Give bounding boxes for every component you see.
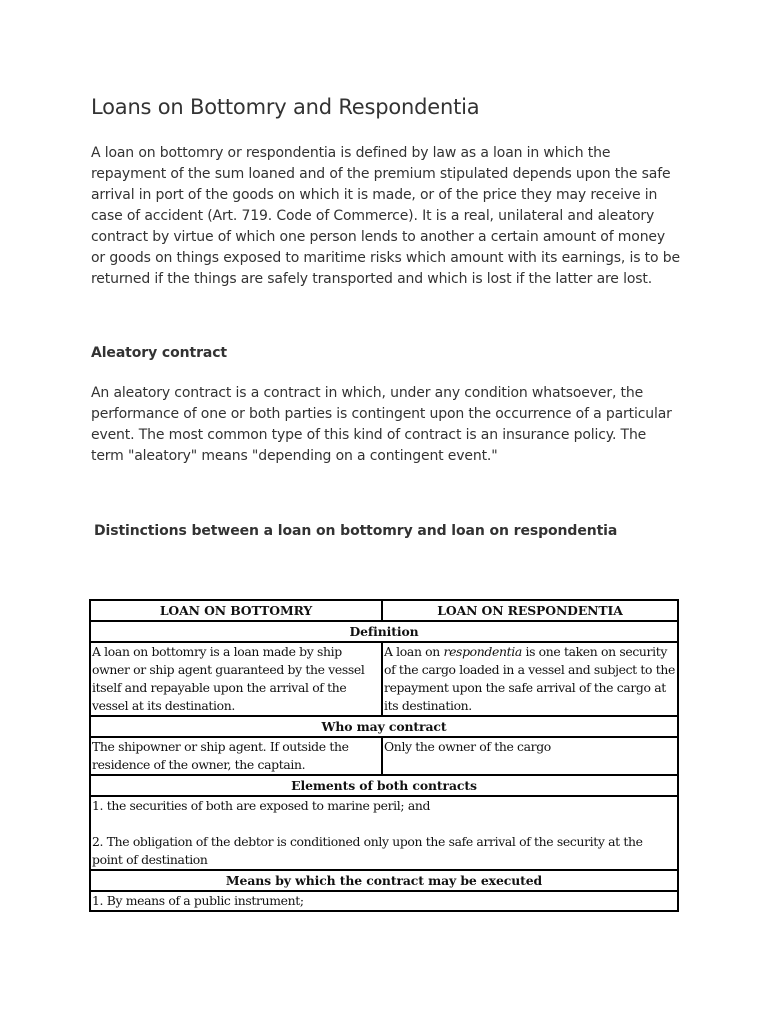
- cell-definition-bottomry: A loan on bottomry is a loan made by ship owner or ship agent guaranteed by the vessel itself and repayable upon the arrival of the vessel at its destination.: [90, 642, 382, 716]
- distinctions-table: [89, 599, 679, 912]
- aleatory-paragraph: An aleatory contract is a contract in which, under any condition whatsoever, the performance of one or both parties is contingent upon the occurrence of a particular event. The most common type of this kind of contract is an insurance policy. The term "aleatory" means "depending on a contingent event.": [91, 385, 672, 464]
- section-label-means: Means by which the contract may be executed: [90, 870, 678, 891]
- column-header-bottomry: LOAN ON BOTTOMRY: [90, 600, 382, 621]
- section-row-means: [90, 870, 678, 891]
- aleatory-heading: Aleatory contract: [91, 345, 228, 361]
- table-row-elements: [90, 796, 678, 870]
- table-row-definition: [90, 642, 678, 716]
- cell-definition-respondentia: [382, 642, 678, 716]
- respondentia-text-before: A loan on: [384, 644, 444, 659]
- respondentia-text-after: is one taken on security of the cargo loaded in a vessel and subject to the repayment upon the safe arrival of the cargo at its destination.: [384, 644, 675, 713]
- elements-spacer: [92, 815, 676, 833]
- table-header-row: [90, 600, 678, 621]
- section-label-elements: Elements of both contracts: [90, 775, 678, 796]
- distinctions-heading: Distinctions between a loan on bottomry and loan on respondentia: [94, 523, 618, 539]
- section-row-elements: [90, 775, 678, 796]
- page-title: Loans on Bottomry and Respondentia: [91, 95, 480, 119]
- elements-item-1: 1. the securities of both are exposed to marine peril; and: [92, 798, 431, 813]
- section-row-who: [90, 716, 678, 737]
- section-row-definition: [90, 621, 678, 642]
- intro-paragraph: A loan on bottomry or respondentia is defined by law as a loan in which the repayment of the sum loaned and of the premium stipulated depends upon the safe arrival in port of the goods on which it is made, or of the price they may receive in case of accident (Art. 719. Code of Commerce). It is a real, unilateral and aleatory contract by virtue of which one person lends to another a certain amount of money or goods on things exposed to maritime risks which amount with its earnings, is to be returned if the things are safely transported and which is lost if the latter are lost.: [91, 145, 680, 287]
- column-header-respondentia: LOAN ON RESPONDENTIA: [382, 600, 678, 621]
- cell-who-bottomry: The shipowner or ship agent. If outside the residence of the owner, the captain.: [90, 737, 382, 775]
- section-label-definition: Definition: [90, 621, 678, 642]
- cell-who-respondentia: Only the owner of the cargo: [382, 737, 678, 775]
- cell-elements: [90, 796, 678, 870]
- respondentia-italic-term: respondentia: [443, 644, 522, 659]
- elements-item-2: 2. The obligation of the debtor is conditioned only upon the safe arrival of the security at the point of destination: [92, 834, 643, 867]
- table-row-who: [90, 737, 678, 775]
- section-label-who: Who may contract: [90, 716, 678, 737]
- table-row-means: [90, 891, 678, 911]
- cell-means-item-1: 1. By means of a public instrument;: [90, 891, 678, 911]
